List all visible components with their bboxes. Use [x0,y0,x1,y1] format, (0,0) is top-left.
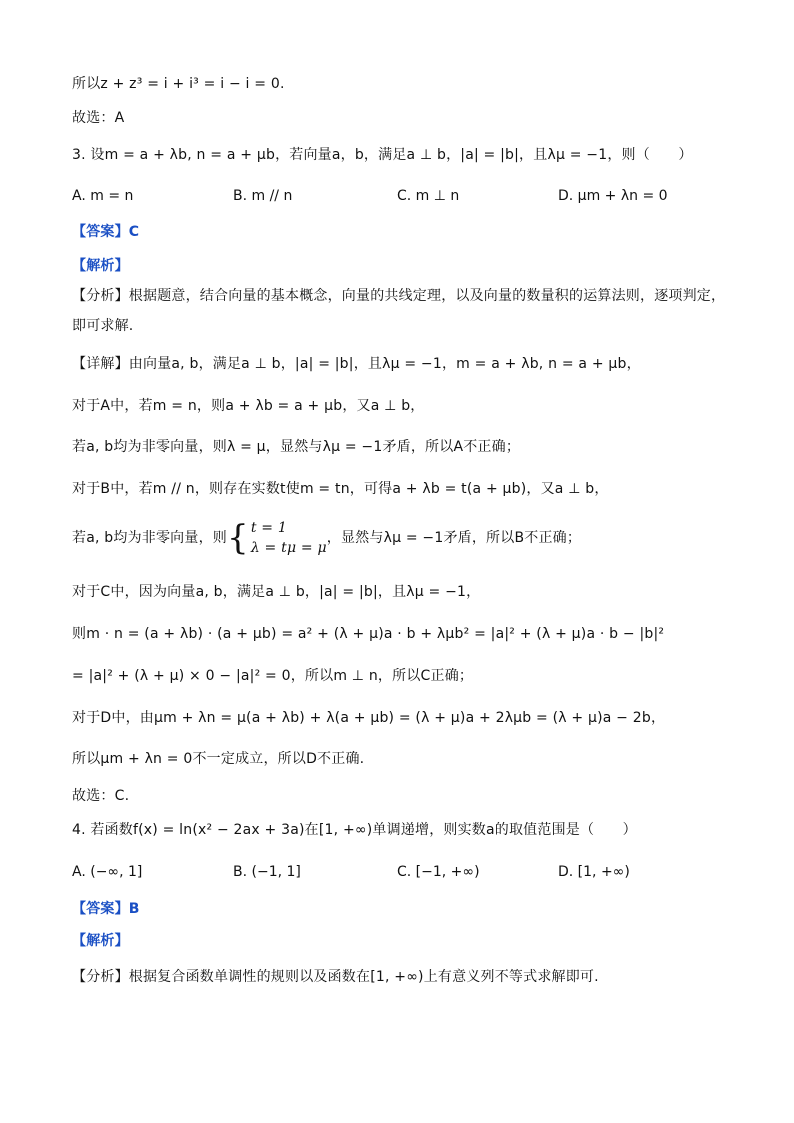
brace-symbol: { [226,518,249,558]
equation-row: t = 1 [250,520,287,536]
text-line: 对于A中，若m = n，则a + λb = a + μb，又a ⊥ b， [72,398,425,414]
text-line: 故选：C. [72,788,130,804]
text-line: 则m · n = (a + λb) · (a + μb) = a² + (λ + μ)a · b + λμb² = |a|² + (λ + μ)a · b − |b|² [72,626,665,642]
text-line: 故选：A [72,110,125,126]
text-line: 对于D中，由μm + λn = μ(a + λb) + λ(a + μb) = (λ + μ)a + 2λμb = (λ + μ)a − 2b， [72,710,666,726]
text-line: 所以μm + λn = 0不一定成立，所以D不正确. [72,751,365,767]
text-fragment: 若a, b均为非零向量，则 [72,530,227,546]
text-line: 【分析】根据题意，结合向量的基本概念，向量的共线定理，以及向量的数量积的运算法则，逐项判定， [72,288,726,304]
text-fragment: ，显然与λμ = −1矛盾，所以B不正确； [326,530,582,546]
question-4-stem: 4. 若函数f(x) = ln(x² − 2ax + 3a)在[1, +∞)单调递增，则实数a的取值范围是（ ） [72,822,637,838]
text-line: 对于B中，若m // n，则存在实数t使m = tn，可得a + λb = t(a + μb)，又a ⊥ b， [72,481,609,497]
analysis-label: 【解析】 [72,933,129,949]
equation-row: λ = tμ = μ [250,540,327,556]
q3-option-c: C. m ⊥ n [397,188,460,204]
text-line: 若a, b均为非零向量，则λ = μ，显然与λμ = −1矛盾，所以A不正确； [72,439,521,455]
text-line-with-system [72,518,581,558]
q4-option-c: C. [−1, +∞) [397,864,480,880]
text-line: 所以z + z³ = i + i³ = i − i = 0. [72,76,285,92]
text-line: 【分析】根据复合函数单调性的规则以及函数在[1, +∞)上有意义列不等式求解即可. [72,969,599,985]
text-line: = |a|² + (λ + μ) × 0 − |a|² = 0，所以m ⊥ n，所以C正确； [72,668,474,684]
q4-option-a: A. (−∞, 1] [72,864,143,880]
text-line: 对于C中，因为向量a, b，满足a ⊥ b，|a| = |b|，且λμ = −1， [72,584,481,600]
q3-option-d: D. μm + λn = 0 [558,188,668,204]
q4-option-b: B. (−1, 1] [233,864,301,880]
analysis-label: 【解析】 [72,258,129,274]
question-3-stem: 3. 设m = a + λb, n = a + μb，若向量a，b，满足a ⊥ b，|a| = |b|，且λμ = −1，则（ ） [72,147,693,163]
answer-label: 【答案】B [72,901,140,917]
q3-option-b: B. m // n [233,188,293,204]
equation-system [251,518,327,558]
text-line: 即可求解. [72,318,134,334]
q4-option-d: D. [1, +∞) [558,864,630,880]
text-line: 【详解】由向量a, b，满足a ⊥ b，|a| = |b|，且λμ = −1，m = a + λb, n = a + μb， [72,356,641,372]
q3-option-a: A. m = n [72,188,134,204]
answer-label: 【答案】C [72,224,140,240]
